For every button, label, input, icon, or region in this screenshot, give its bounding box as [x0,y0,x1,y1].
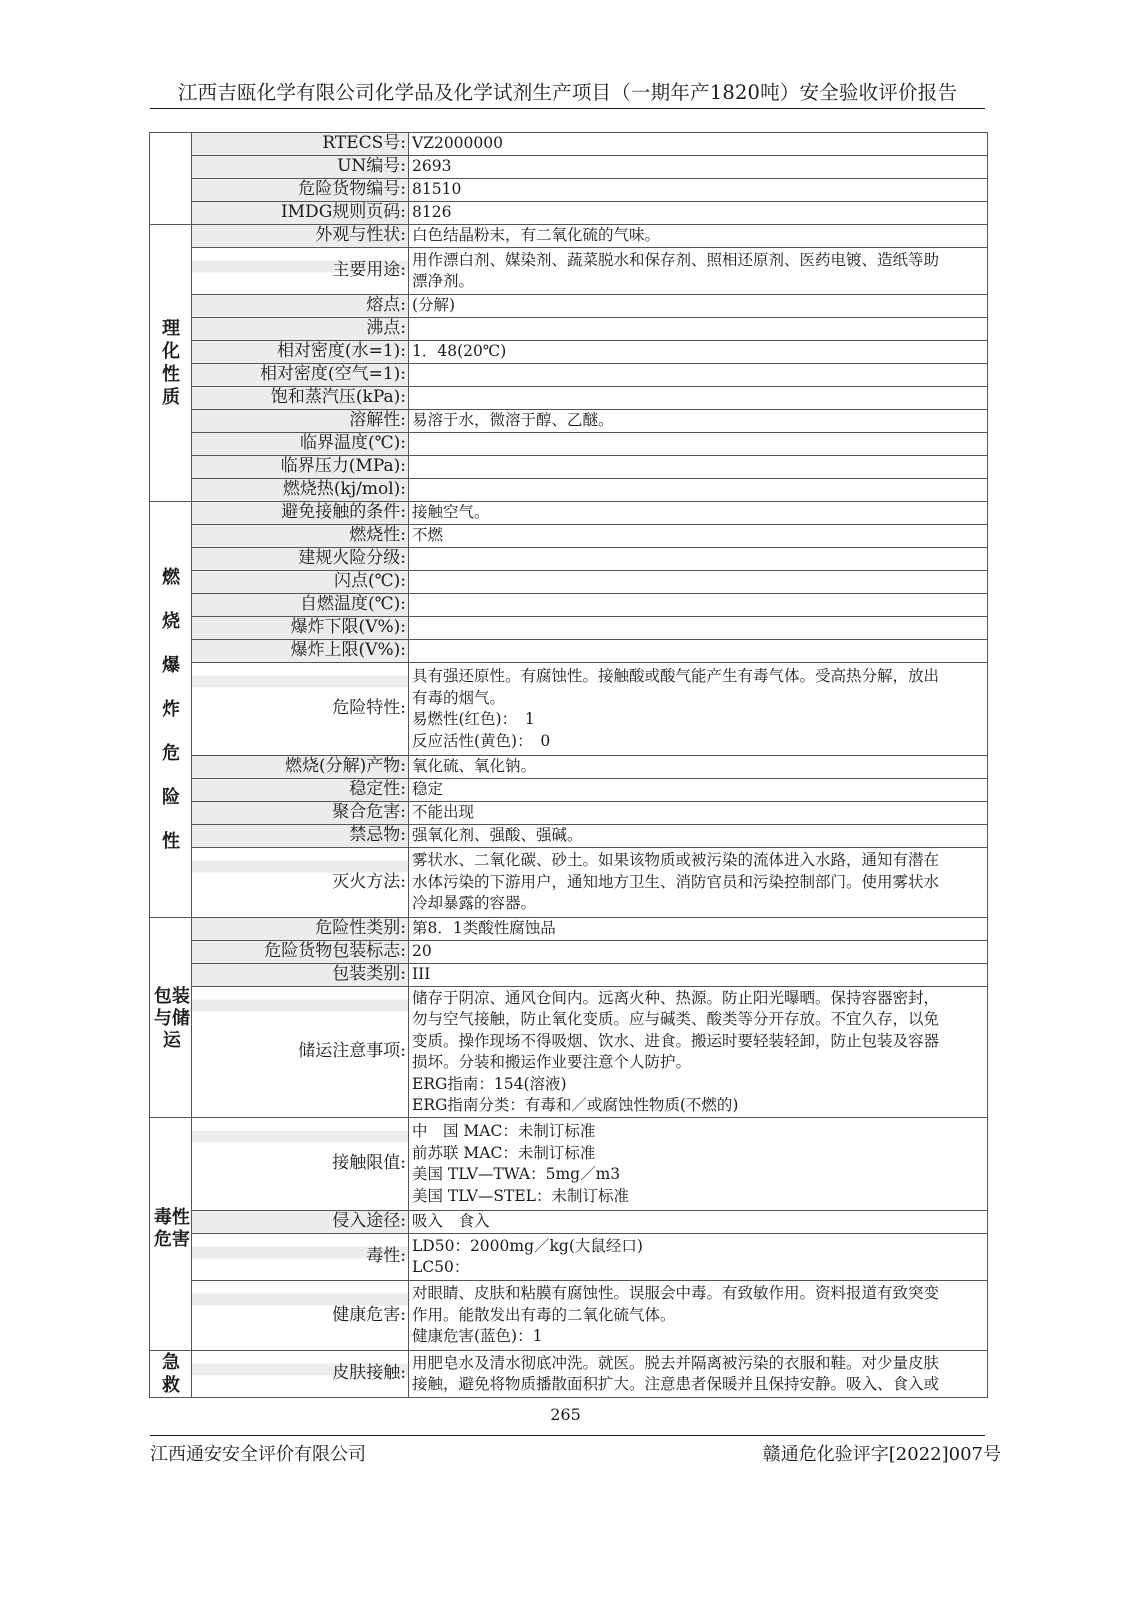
field-label: 自燃温度(℃): [192,594,409,617]
value-line: 雾状水、二氧化碳、砂土。如果该物质或被污染的流体进入水路，通知有潜在 [412,851,940,870]
field-label: 爆炸上限(V%): [192,640,409,663]
field-label: 避免接触的条件: [192,502,409,525]
value-line: 反应活性(黄色)： 0 [412,731,551,750]
table-row [150,756,988,779]
field-label: 侵入途径: [192,1211,409,1234]
field-value [409,295,988,318]
msds-table-body [150,133,988,1398]
table-row [150,156,988,179]
field-label: 相对密度(空气=1): [192,364,409,387]
field-value [409,1351,988,1398]
field-label: 熔点: [192,295,409,318]
value-line: 易溶于水，微溶于醇、乙醚。 [412,411,614,430]
field-label: IMDG规则页码: [192,202,409,225]
value-line: 接触空气。 [412,503,490,522]
table-row [150,410,988,433]
field-label: 聚合危害: [192,802,409,825]
field-label: 危险性类别: [192,918,409,941]
table-row [150,571,988,594]
field-value [409,133,988,156]
field-value [409,525,988,548]
value-line: VZ2000000 [412,134,503,153]
table-row [150,1351,988,1398]
value-line [412,548,985,570]
msds-table [149,132,988,1398]
field-value [409,1118,988,1211]
table-row [150,825,988,848]
field-label: 临界压力(MPa): [192,456,409,479]
value-line [412,433,985,455]
section-category-label: 包装与储运 [153,986,190,1051]
field-value [409,663,988,756]
value-line [412,387,985,409]
value-line: 变质。操作现场不得吸烟、饮水、进食。搬运时要轻装轻卸，防止包装及容器 [412,1031,940,1050]
value-line: 稳定 [412,780,444,799]
value-line: 第8．1类酸性腐蚀品 [412,919,556,938]
table-row [150,1118,988,1211]
field-label: 储运注意事项: [192,987,409,1118]
value-line: 白色结晶粉末，有二氧化硫的气味。 [412,226,661,245]
value-line: (分解) [412,296,456,315]
table-row [150,502,988,525]
table-row [150,479,988,502]
field-label: 健康危害: [192,1281,409,1351]
field-value [409,318,988,341]
field-label: 溶解性: [192,410,409,433]
value-line [412,617,985,639]
table-row [150,987,988,1118]
value-line: 具有强还原性。有腐蚀性。接触酸或酸气能产生有毒气体。受高热分解，放出 [412,667,940,685]
value-line: LD50：2000mg／kg(大鼠经口) [412,1236,643,1255]
value-line: 储存于阴凉、通风仓间内。远离火种、热源。防止阳光曝晒。保持容器密封， [412,988,940,1007]
table-row [150,248,988,295]
field-value [409,756,988,779]
field-value [409,802,988,825]
field-label: UN编号: [192,156,409,179]
page-number: 265 [550,1405,581,1424]
field-value [409,156,988,179]
section-category-label: 急救 [162,1352,180,1396]
value-line: 氧化硫、氧化钠。 [412,757,537,776]
field-value [409,779,988,802]
value-line: 漂净剂。 [412,272,475,290]
field-value [409,502,988,525]
field-label: 包装类别: [192,964,409,987]
table-row [150,779,988,802]
value-line: 前苏联 MAC：未制订标准 [412,1143,596,1162]
field-value [409,410,988,433]
field-label: 相对密度(水=1): [192,341,409,364]
field-value [409,964,988,987]
value-line: 损坏。分装和搬运作业要注意个人防护。 [412,1053,692,1071]
page-header-title: 江西吉瓯化学有限公司化学品及化学试剂生产项目（一期年产1820吨）安全验收评价报告 [177,81,958,104]
field-label: 稳定性: [192,779,409,802]
value-line: 冷却暴露的容器。 [412,894,537,913]
value-line: 美国 TLV—TWA：5mg／m3 [412,1165,621,1183]
table-row [150,387,988,410]
value-line: 20 [412,942,432,961]
field-value [409,179,988,202]
table-row [150,848,988,918]
value-line [412,571,985,593]
table-row [150,318,988,341]
table-row [150,525,988,548]
table-row [150,617,988,640]
field-label: 危险货物包装标志: [192,941,409,964]
table-row [150,202,988,225]
value-line: 勿与空气接触，防止氧化变质。应与碱类、酸类等分开存放。不宜久存，以免 [412,1010,940,1028]
table-row [150,179,988,202]
section-category [150,1351,192,1398]
value-line: 水体污染的下游用户，通知地方卫生、消防官员和污染控制部门。使用雾状水 [412,872,940,891]
field-label: 主要用途: [192,248,409,295]
value-line: 不燃 [412,526,444,545]
field-value [409,825,988,848]
value-line: LC50： [412,1258,470,1276]
field-value [409,941,988,964]
section-category-label: 理化性质 [162,318,180,408]
section-category [150,1118,192,1351]
section-category-label: 毒性危害 [153,1207,190,1250]
table-row [150,594,988,617]
section-category [150,225,192,502]
table-row [150,640,988,663]
field-value [409,341,988,364]
table-row [150,133,988,156]
field-label: 危险特性: [192,663,409,756]
value-line: 对眼睛、皮肤和粘膜有腐蚀性。误服会中毒。有致敏作用。资料报道有致突变 [412,1284,940,1303]
value-line: 易燃性(红色)： 1 [412,710,535,728]
table-row [150,918,988,941]
value-line: ERG指南分类：有毒和／或腐蚀性物质(不燃的) [412,1096,739,1114]
field-value [409,248,988,295]
footer-doc-number: 赣通危化验评字[2022]007号 [762,1444,1001,1465]
field-label: 沸点: [192,318,409,341]
value-line: 81510 [412,180,462,199]
footer-rule [150,1435,985,1436]
field-value [409,1211,988,1234]
field-value [409,225,988,248]
value-line: 2693 [412,157,452,176]
value-line: 吸入 食入 [412,1212,490,1231]
field-label: 燃烧(分解)产物: [192,756,409,779]
value-line: ERG指南：154(溶液) [412,1074,567,1093]
value-line: 用肥皂水及清水彻底冲洗。就医。脱去并隔离被污染的衣服和鞋。对少量皮肤 [412,1353,940,1372]
section-category [150,918,192,1118]
value-line: 8126 [412,203,452,222]
field-label: 接触限值: [192,1118,409,1211]
field-label: 燃烧性: [192,525,409,548]
field-value [409,1281,988,1351]
field-label: 皮肤接触: [192,1351,409,1398]
table-row [150,941,988,964]
field-label: 危险货物编号: [192,179,409,202]
table-row [150,802,988,825]
field-label: 灭火方法: [192,848,409,918]
section-category [150,133,192,225]
table-row [150,456,988,479]
field-value [409,387,988,410]
value-line: 不能出现 [412,803,475,822]
value-line: 作用。能散发出有毒的二氧化硫气体。 [412,1305,676,1324]
value-line: III [412,965,431,984]
section-category [150,502,192,918]
field-label: 饱和蒸汽压(kPa): [192,387,409,410]
field-value [409,1234,988,1281]
table-row [150,295,988,318]
value-line [412,456,985,478]
table-row [150,1281,988,1351]
field-label: 禁忌物: [192,825,409,848]
table-row [150,364,988,387]
table-row [150,225,988,248]
value-line: 中 国 MAC：未制订标准 [412,1122,596,1140]
field-value [409,617,988,640]
field-value [409,848,988,918]
field-label: 外观与性状: [192,225,409,248]
field-value [409,202,988,225]
field-value [409,594,988,617]
field-value [409,456,988,479]
field-label: 爆炸下限(V%): [192,617,409,640]
value-line [412,479,985,501]
table-row [150,1211,988,1234]
field-value [409,987,988,1118]
value-line [412,640,985,662]
field-value [409,548,988,571]
value-line: 健康危害(蓝色)：1 [412,1327,543,1346]
field-label: 闪点(℃): [192,571,409,594]
section-category-label: 燃烧爆炸危险性 [162,566,180,852]
field-value [409,571,988,594]
table-row [150,1234,988,1281]
value-line: 接触，避免将物质播散面积扩大。注意患者保暖并且保持安静。吸入、食入或 [412,1375,940,1393]
field-value [409,433,988,456]
value-line [412,364,985,386]
footer-company: 江西通安安全评价有限公司 [150,1444,366,1465]
table-row [150,433,988,456]
header-rule [150,108,985,109]
table-row [150,663,988,756]
field-label: 毒性: [192,1234,409,1281]
field-value [409,918,988,941]
field-value [409,479,988,502]
field-value [409,640,988,663]
field-label: 建规火险分级: [192,548,409,571]
table-row [150,964,988,987]
value-line: 强氧化剂、强酸、强碱。 [412,826,583,845]
value-line: 1．48(20℃) [412,342,507,361]
value-line [412,318,985,340]
field-label: 燃烧热(kj/mol): [192,479,409,502]
field-value [409,364,988,387]
field-label: RTECS号: [192,133,409,156]
table-row [150,341,988,364]
value-line: 有毒的烟气。 [412,688,506,707]
value-line: 美国 TLV—STEL：未制订标准 [412,1186,629,1205]
value-line: 用作漂白剂、媒染剂、蔬菜脱水和保存剂、照相还原剂、医药电镀、造纸等助 [412,250,940,269]
field-label: 临界温度(℃): [192,433,409,456]
table-row [150,548,988,571]
value-line [412,594,985,616]
